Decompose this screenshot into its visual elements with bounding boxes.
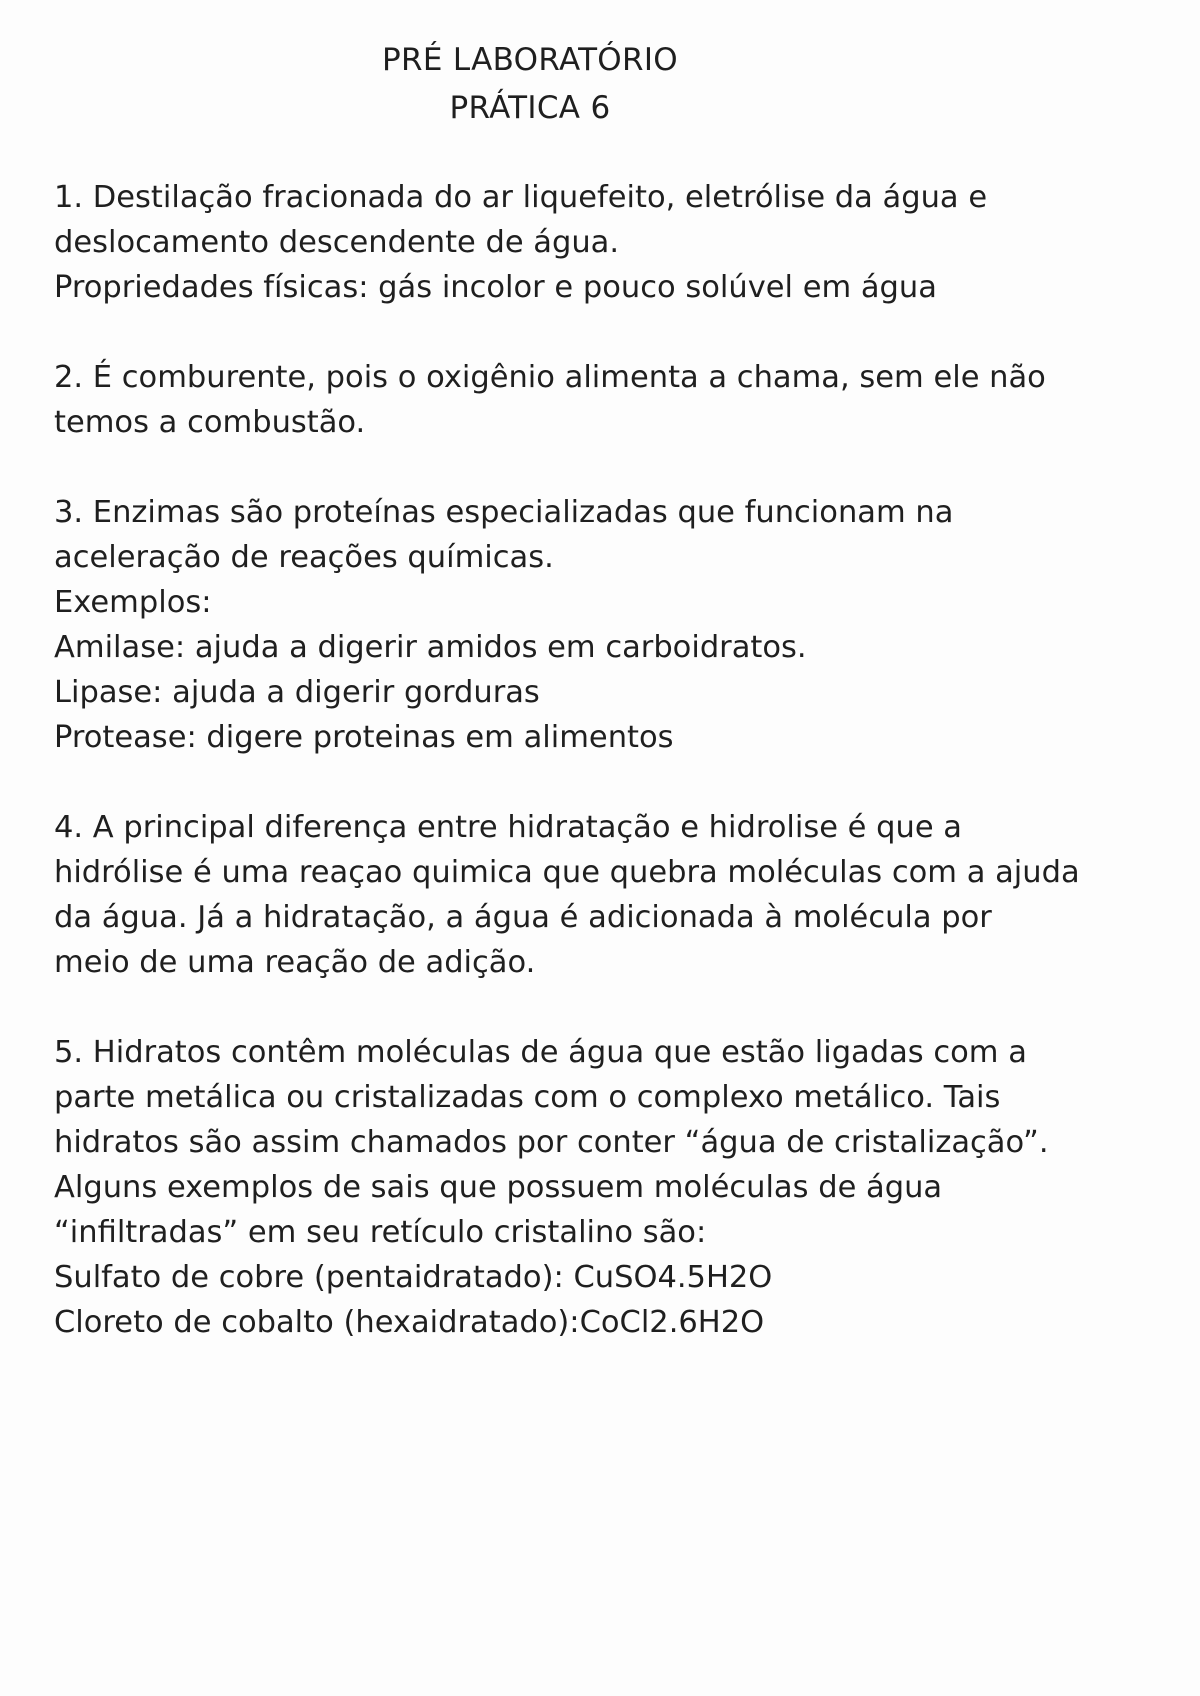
text-line: 1. Destilação fracionada do ar liquefeito, eletrólise da água e [54, 180, 988, 215]
document-body [54, 175, 1164, 1345]
title-line-1: PRÉ LABORATÓRIO [382, 42, 678, 78]
title-line-2: PRÁTICA 6 [449, 90, 611, 126]
text-line: 2. É comburente, pois o oxigênio alimenta a chama, sem ele não [54, 360, 1046, 395]
text-line: Lipase: ajuda a digerir gorduras [54, 675, 540, 710]
text-line: “infiltradas” em seu retículo cristalino são: [54, 1215, 707, 1250]
text-line: Propriedades físicas: gás incolor e pouco solúvel em água [54, 270, 937, 305]
answer-1 [54, 175, 1164, 310]
paragraph-gap [54, 445, 1164, 490]
text-line: hidratos são assim chamados por conter “água de cristalização”. [54, 1125, 1049, 1160]
answer-2 [54, 355, 1164, 445]
text-line: Exemplos: [54, 585, 212, 620]
paragraph-gap [54, 985, 1164, 1030]
text-line: 5. Hidratos contêm moléculas de água que estão ligadas com a [54, 1035, 1027, 1070]
text-line: deslocamento descendente de água. [54, 225, 620, 260]
answer-4 [54, 805, 1164, 985]
document-title [0, 36, 1060, 132]
text-line: 4. A principal diferença entre hidratação e hidrolise é que a [54, 810, 962, 845]
answer-5 [54, 1030, 1164, 1345]
text-line: Sulfato de cobre (pentaidratado): CuSO4.5H2O [54, 1260, 773, 1295]
text-line: Alguns exemplos de sais que possuem moléculas de água [54, 1170, 943, 1205]
text-line: temos a combustão. [54, 405, 366, 440]
text-line: 3. Enzimas são proteínas especializadas que funcionam na [54, 495, 954, 530]
text-line: aceleração de reações químicas. [54, 540, 554, 575]
text-line: da água. Já a hidratação, a água é adicionada à molécula por [54, 900, 992, 935]
text-line: hidrólise é uma reaçao quimica que quebra moléculas com a ajuda [54, 855, 1080, 890]
answer-3 [54, 490, 1164, 760]
text-line: meio de uma reação de adição. [54, 945, 536, 980]
text-line: Protease: digere proteinas em alimentos [54, 720, 674, 755]
text-line: Cloreto de cobalto (hexaidratado):CoCl2.6H2O [54, 1305, 765, 1340]
paragraph-gap [54, 310, 1164, 355]
text-line: parte metálica ou cristalizadas com o complexo metálico. Tais [54, 1080, 1001, 1115]
paragraph-gap [54, 760, 1164, 805]
text-line: Amilase: ajuda a digerir amidos em carboidratos. [54, 630, 807, 665]
